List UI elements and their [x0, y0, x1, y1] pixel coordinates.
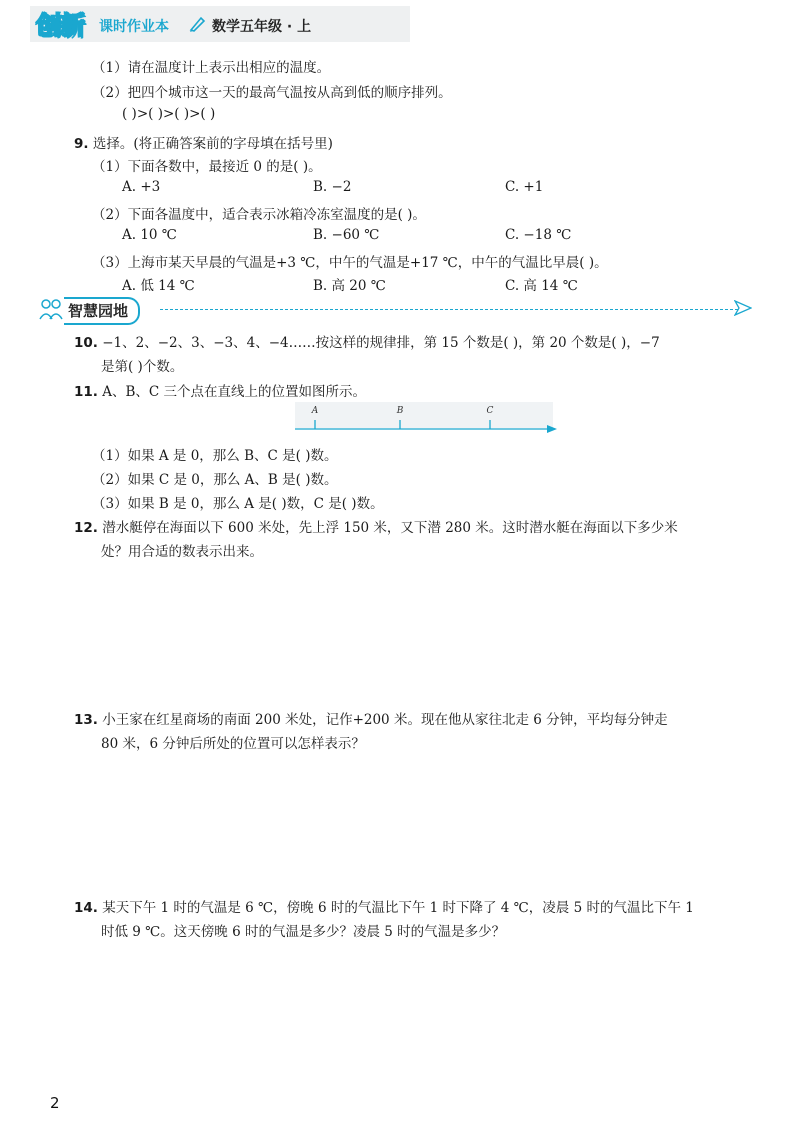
- q9-sub1: （1）下面各数中，最接近 0 的是( )。: [92, 159, 322, 175]
- q12-number: 12.: [74, 520, 98, 536]
- q14-line2: 时低 9 ℃。这天傍晚 6 时的气温是多少？凌晨 5 时的气温是多少？: [101, 924, 506, 940]
- q11-stem-wrap: [74, 380, 366, 400]
- q10-line1: −1、2、−2、3、−3、4、−4……按这样的规律排，第 15 个数是( )，第 20 个数是( )，−7: [102, 335, 660, 351]
- q11-sub1: （1）如果 A 是 0，那么 B、C 是( )数。: [92, 448, 338, 464]
- q11-sub3: （3）如果 B 是 0，那么 A 是( )数，C 是( )数。: [92, 496, 384, 512]
- section-divider: [160, 309, 738, 310]
- paper-plane-icon: [734, 300, 752, 316]
- q13-line1: 小王家在红星商场的南面 200 米处，记作+200 米。现在他从家往北走 6 分钟，平均每分钟走: [102, 712, 668, 728]
- q10-number: 10.: [74, 335, 98, 351]
- q9-sub2-option-a: A. 10 ℃: [122, 227, 177, 243]
- q10-line2: 是第( )个数。: [101, 359, 184, 375]
- page-number: 2: [50, 1094, 60, 1112]
- number-line-bg: [295, 402, 553, 428]
- point-label-c: C: [486, 406, 494, 416]
- q9-stem-line: [74, 132, 333, 152]
- q9-sub2-option-b: B. −60 ℃: [313, 227, 380, 243]
- series-name: 课时作业本: [99, 19, 169, 35]
- q12-line1: 潜水艇停在海面以下 600 米处，先上浮 150 米，又下潜 280 米。这时潜水艇在海面以下多少米: [102, 520, 678, 536]
- q11-sub2: （2）如果 C 是 0，那么 A、B 是( )数。: [92, 472, 338, 488]
- q13-line1-wrap: [74, 708, 668, 728]
- q13-line2: 80 米，6 分钟后所处的位置可以怎样表示？: [101, 736, 365, 752]
- q9-sub1-option-c: C. +1: [505, 179, 544, 195]
- q8-part2: （2）把四个城市这一天的最高气温按从高到低的顺序排列。: [92, 85, 452, 101]
- q12-line2: 处？用合适的数表示出来。: [101, 544, 263, 560]
- q14-line1: 某天下午 1 时的气温是 6 ℃，傍晚 6 时的气温比下午 1 时下降了 4 ℃，凌晨 5 时的气温比下午 1: [102, 900, 694, 916]
- q9-sub1-option-a: A. +3: [122, 179, 161, 195]
- point-label-b: B: [396, 406, 404, 416]
- q9-sub2-option-c: C. −18 ℃: [505, 227, 572, 243]
- q8-answer-blanks: ( )>( )>( )>( ): [122, 106, 216, 122]
- pen-icon: [188, 15, 206, 33]
- q9-sub1-option-b: B. −2: [313, 179, 352, 195]
- q9-sub3-option-a: A. 低 14 ℃: [122, 278, 195, 294]
- section-title: 智慧园地: [64, 297, 140, 325]
- q14-number: 14.: [74, 900, 98, 916]
- q13-number: 13.: [74, 712, 98, 728]
- q10-line1-wrap: [74, 331, 660, 351]
- q11-stem: A、B、C 三个点在直线上的位置如图所示。: [102, 384, 367, 400]
- q12-line1-wrap: [74, 516, 678, 536]
- q9-sub3-option-b: B. 高 20 ℃: [313, 278, 386, 294]
- students-icon: [38, 297, 64, 321]
- brand-logo: 创新: [36, 11, 85, 40]
- q9-number: 9.: [74, 136, 89, 152]
- point-label-a: A: [311, 406, 319, 416]
- subject-grade: 数学五年级 · 上: [212, 19, 312, 35]
- q14-line1-wrap: [74, 896, 694, 916]
- q9-sub2: （2）下面各温度中，适合表示冰箱冷冻室温度的是( )。: [92, 207, 426, 223]
- q9-sub3-option-c: C. 高 14 ℃: [505, 278, 578, 294]
- number-line-diagram: [295, 400, 560, 436]
- q9-sub3: （3）上海市某天早晨的气温是+3 ℃，中午的气温是+17 ℃，中午的气温比早晨( )。: [92, 255, 608, 271]
- q9-stem: 选择。(将正确答案前的字母填在括号里): [92, 136, 333, 152]
- q11-number: 11.: [74, 384, 98, 400]
- q8-part1: （1）请在温度计上表示出相应的温度。: [92, 60, 331, 76]
